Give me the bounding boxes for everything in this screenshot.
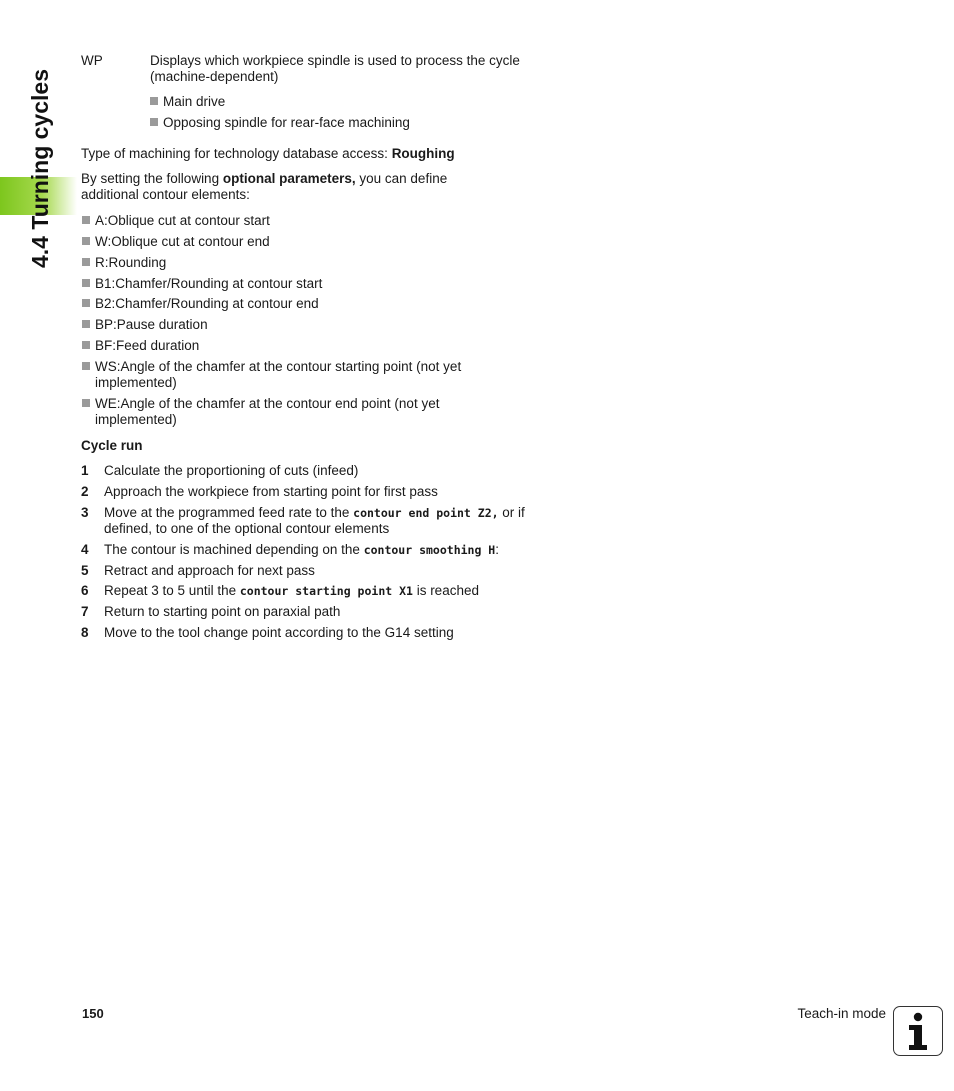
list-item: BP:Pause duration [82,317,522,333]
bullet-icon [150,118,158,126]
optional-intro: By setting the following optional parameters, you can define additional contour elements: [81,171,448,202]
param-description-wp: Displays which workpiece spindle is used to process the cycle (machine-dependent) [150,53,520,84]
bullet-icon [82,341,90,349]
bullet-icon [82,299,90,307]
list-item: B2:Chamfer/Rounding at contour end [82,296,522,312]
list-item: Opposing spindle for rear-face machining [150,115,530,131]
cycle-run-heading: Cycle run [81,438,143,453]
bullet-icon [82,237,90,245]
bullet-icon [82,258,90,266]
page-number: 150 [82,1006,104,1021]
list-item: B1:Chamfer/Rounding at contour start [82,276,522,292]
bullet-icon [82,279,90,287]
list-item: WS:Angle of the chamfer at the contour starting point (not yet implemented) [82,359,522,391]
list-item: Main drive [150,94,530,110]
list-item: BF:Feed duration [82,338,522,354]
list-item: A:Oblique cut at contour start [82,213,522,229]
list-item: R:Rounding [82,255,522,271]
info-icon [893,1006,943,1056]
bullet-icon [82,362,90,370]
footer-mode: Teach-in mode [797,1006,886,1021]
bullet-icon [82,399,90,407]
technology-line: Type of machining for technology database access: Roughing [81,146,455,161]
bullet-icon [82,216,90,224]
list-item: WE:Angle of the chamfer at the contour end point (not yet implemented) [82,396,522,428]
list-item: W:Oblique cut at contour end [82,234,522,250]
bullet-icon [82,320,90,328]
info-glyph [894,1007,942,1055]
section-title: 4.4 Turning cycles [27,69,53,268]
param-label-wp: WP [81,53,103,68]
bullet-icon [150,97,158,105]
